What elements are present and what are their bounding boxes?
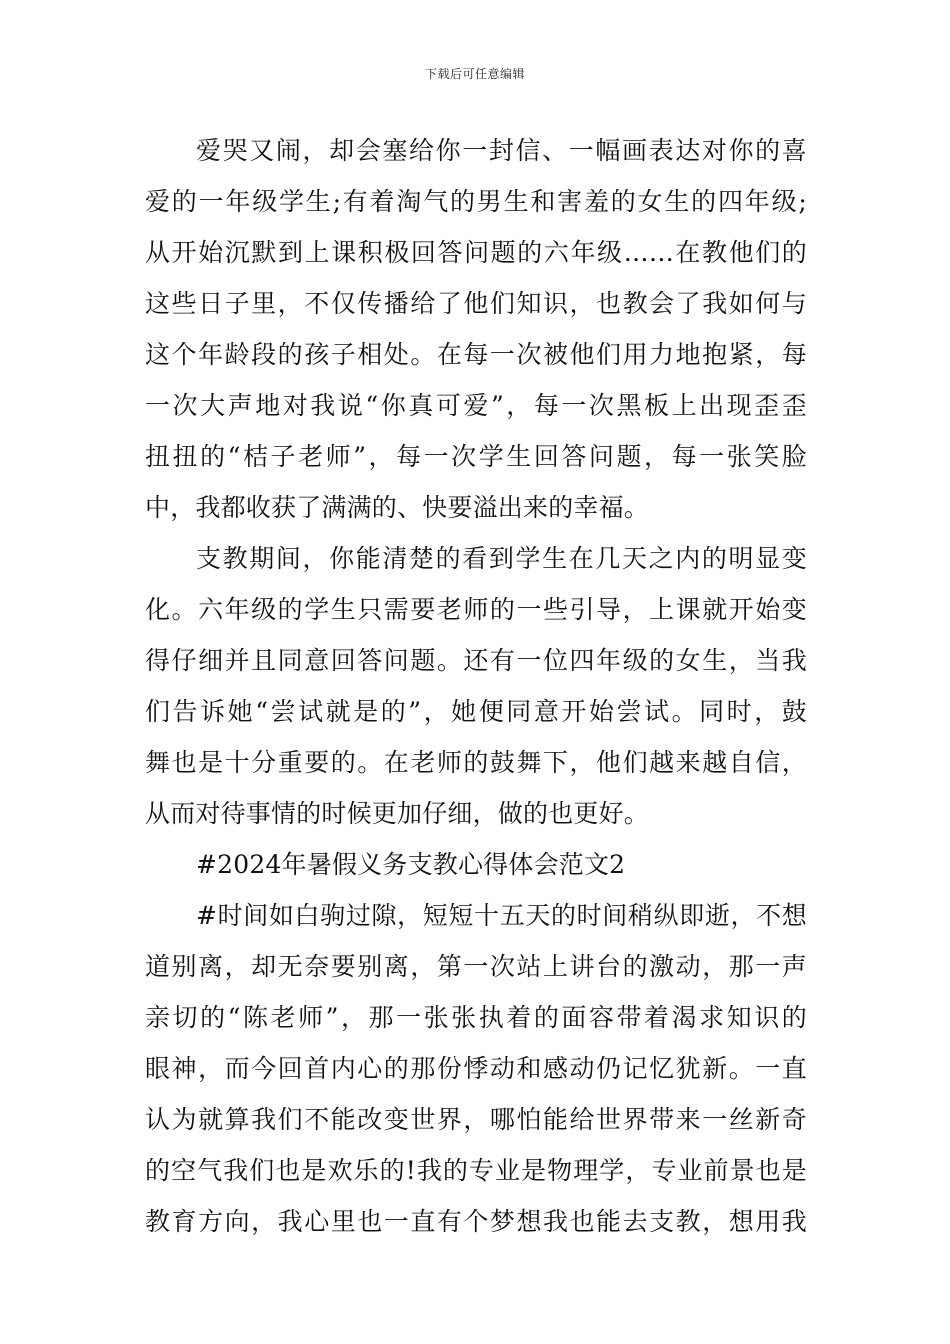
text-line: 眼神，而今回首内心的那份悸动和感动仍记忆犹新。一直 xyxy=(145,1054,807,1083)
text-line: 从而对待事情的时候更加仔细，做的也更好。 xyxy=(145,799,650,828)
text-line: 这些日子里，不仅传播给了他们知识，也教会了我如何与 xyxy=(145,289,807,318)
text-line: 爱的一年级学生;有着淘气的男生和害羞的女生的四年级; xyxy=(145,187,807,216)
text-line: 舞也是十分重要的。在老师的鼓舞下，他们越来越自信， xyxy=(145,748,807,777)
header-note: 下载后可任意编辑 xyxy=(424,67,525,81)
text-line: #时间如白驹过隙，短短十五天的时间稍纵即逝，不想 xyxy=(196,901,807,930)
text-line: 的空气我们也是欢乐的!我的专业是物理学，专业前景也是 xyxy=(145,1156,807,1185)
text-line: 教育方向，我心里也一直有个梦想我也能去支教，想用我 xyxy=(145,1207,807,1236)
text-line: 认为就算我们不能改变世界，哪怕能给世界带来一丝新奇 xyxy=(145,1105,807,1134)
text-line: 支教期间，你能清楚的看到学生在几天之内的明显变 xyxy=(196,544,807,573)
text-line: 爱哭又闹，却会塞给你一封信、一幅画表达对你的喜 xyxy=(196,136,807,165)
section-heading: #2024年暑假义务支教心得体会范文2 xyxy=(196,850,626,879)
text-line: 化。六年级的学生只需要老师的一些引导，上课就开始变 xyxy=(145,595,807,624)
text-line: 从开始沉默到上课积极回答问题的六年级……在教他们的 xyxy=(145,238,807,267)
text-line: 们告诉她“尝试就是的”，她便同意开始尝试。同时，鼓 xyxy=(145,697,807,726)
text-line: 中，我都收获了满满的、快要溢出来的幸福。 xyxy=(145,493,650,522)
text-line: 一次大声地对我说“你真可爱”，每一次黑板上出现歪歪 xyxy=(145,391,807,420)
text-line: 亲切的“陈老师”，那一张张执着的面容带着渴求知识的 xyxy=(145,1003,807,1032)
text-line: 扭扭的“桔子老师”，每一次学生回答问题，每一张笑脸 xyxy=(145,442,807,471)
body-text xyxy=(145,125,807,1247)
text-line: 道别离，却无奈要别离，第一次站上讲台的激动，那一声 xyxy=(145,952,807,981)
text-line: 得仔细并且同意回答问题。还有一位四年级的女生，当我 xyxy=(145,646,807,675)
text-line: 这个年龄段的孩子相处。在每一次被他们用力地抱紧，每 xyxy=(145,340,807,369)
